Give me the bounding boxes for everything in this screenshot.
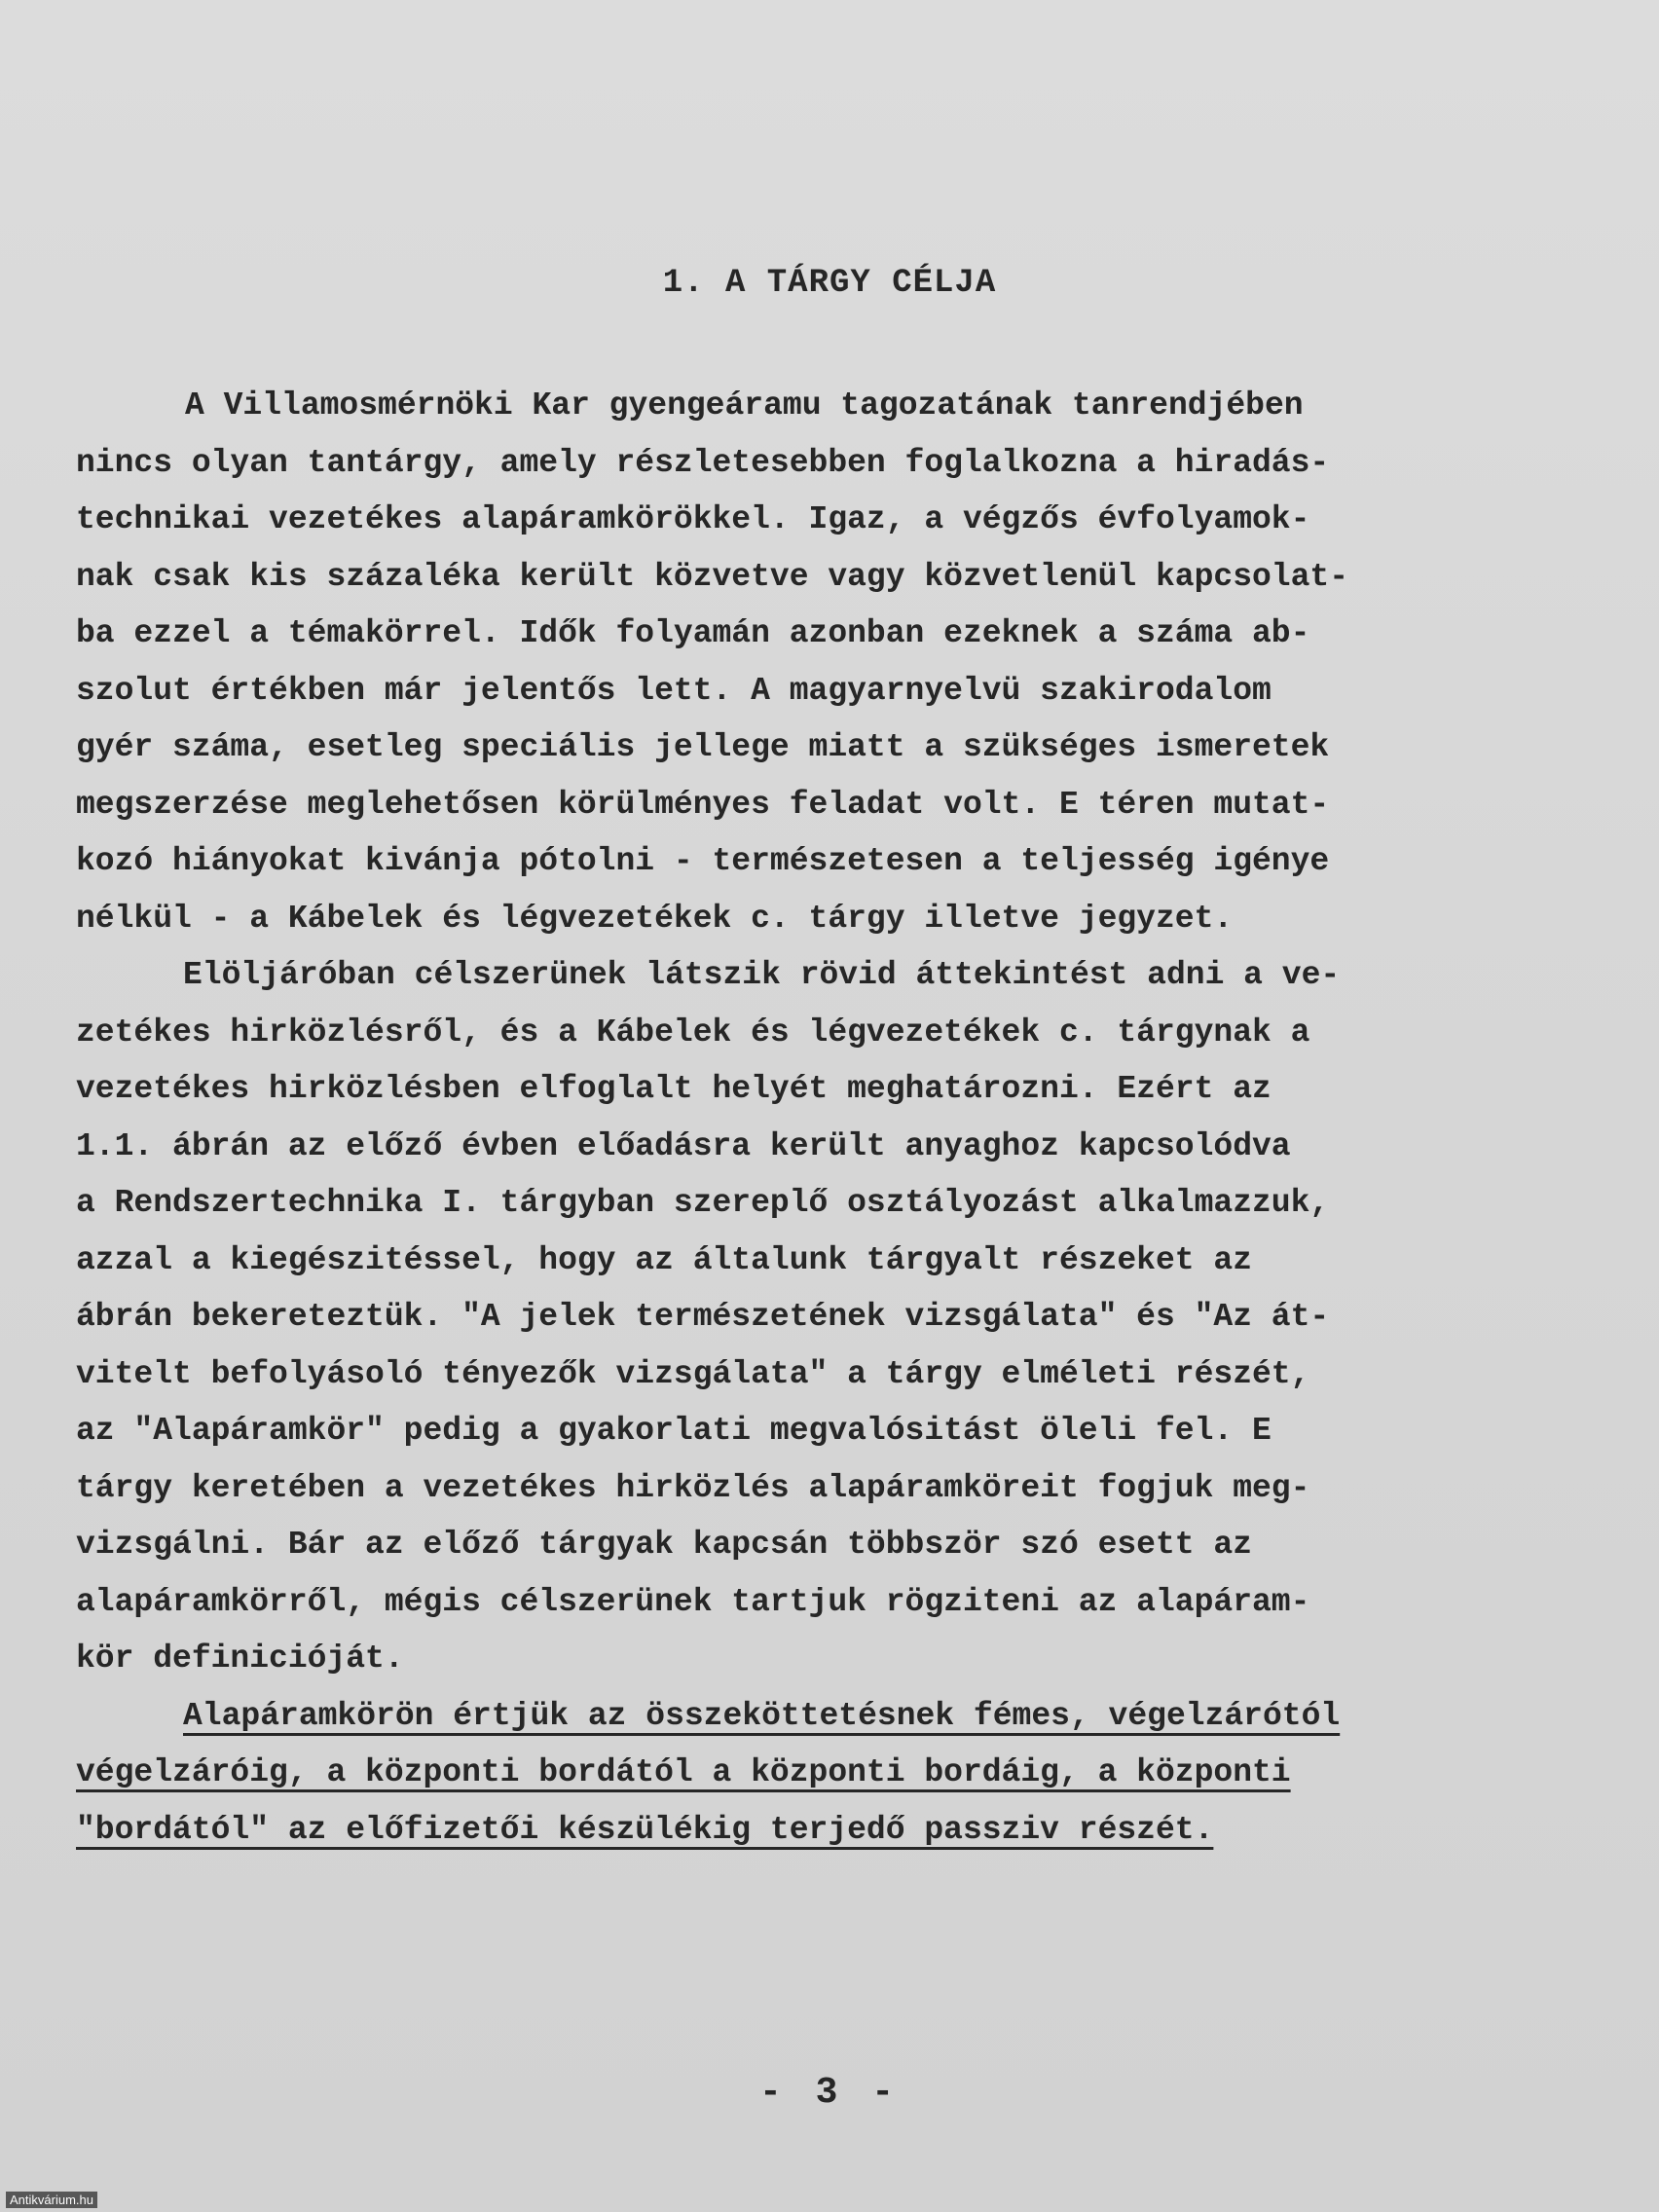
text-line: kör definicióját.: [76, 1641, 404, 1677]
text-line: a Rendszertechnika I. tárgyban szereplő osztályozást alkalmazzuk,: [76, 1185, 1330, 1221]
text-line: nak csak kis százaléka került közvetve vagy közvetlenül kapcsolat-: [76, 558, 1349, 595]
definition-line: [76, 1802, 1595, 1860]
paragraph-2: [76, 947, 1595, 1688]
text-line: az "Alapáramkör" pedig a gyakorlati megvalósitást öleli fel. E: [76, 1413, 1272, 1449]
text-line: megszerzése meglehetősen körülményes feladat volt. E téren mutat-: [76, 786, 1330, 823]
text-line: vezetékes hirközlésben elfoglalt helyét meghatározni. Ezért az: [76, 1071, 1272, 1107]
definition-line: [76, 1688, 1595, 1746]
text-line: Elöljáróban célszerünek látszik rövid áttekintést adni a ve-: [183, 957, 1341, 993]
watermark: Antikvárium.hu: [6, 2192, 97, 2208]
text-line: 1.1. ábrán az előző évben előadásra került anyaghoz kapcsolódva: [76, 1127, 1291, 1164]
text-line: alapáramkörről, mégis célszerünek tartjuk rögziteni az alapáram-: [76, 1583, 1310, 1620]
text-line: vizsgálni. Bár az előző tárgyak kapcsán többször szó esett az: [76, 1527, 1252, 1563]
underlined-text: Alapáramkörön értjük az összeköttetésnek fémes, végelzárótól: [183, 1697, 1341, 1734]
text-line: azzal a kiegészitéssel, hogy az általunk tárgyalt részeket az: [76, 1241, 1252, 1278]
text-line: szolut értékben már jelentős lett. A magyarnyelvü szakirodalom: [76, 672, 1272, 709]
text-line: tárgy keretében a vezetékes hirközlés alapáramköreit fogjuk meg-: [76, 1469, 1310, 1506]
text-line: ábrán bekereteztük. "A jelek természetének vizsgálata" és "Az át-: [76, 1299, 1330, 1335]
text-line: kozó hiányokat kivánja pótolni - természetesen a teljesség igénye: [76, 843, 1330, 879]
text-line: gyér száma, esetleg speciális jellege miatt a szükséges ismeretek: [76, 729, 1330, 765]
paragraph-1: [76, 378, 1595, 947]
text-line: A Villamosmérnöki Kar gyengeáramu tagozatának tanrendjében: [185, 387, 1304, 424]
underlined-text: végelzáróig, a központi bordától a központi bordáig, a központi: [76, 1754, 1291, 1790]
definition-paragraph: [76, 1688, 1595, 1860]
page-number: - 3 -: [758, 2072, 901, 2114]
text-line: vitelt befolyásoló tényezők vizsgálata" a tárgy elméleti részét,: [76, 1355, 1310, 1392]
text-line: nincs olyan tantárgy, amely részletesebben foglalkozna a hiradás-: [76, 444, 1330, 481]
page-title: 1. A TÁRGY CÉLJA: [662, 265, 997, 302]
definition-line: [76, 1745, 1595, 1802]
text-line: technikai vezetékes alapáramkörökkel. Igaz, a végzős évfolyamok-: [76, 501, 1310, 537]
text-line: ba ezzel a témakörrel. Idők folyamán azonban ezeknek a száma ab-: [76, 615, 1310, 651]
underlined-text: "bordától" az előfizetői készülékig terjedő passziv részét.: [76, 1811, 1214, 1848]
text-line: zetékes hirközlésről, és a Kábelek és légvezetékek c. tárgynak a: [76, 1014, 1310, 1051]
text-line: nélkül - a Kábelek és légvezetékek c. tárgy illetve jegyzet.: [76, 900, 1234, 937]
body-text: [76, 378, 1595, 1859]
